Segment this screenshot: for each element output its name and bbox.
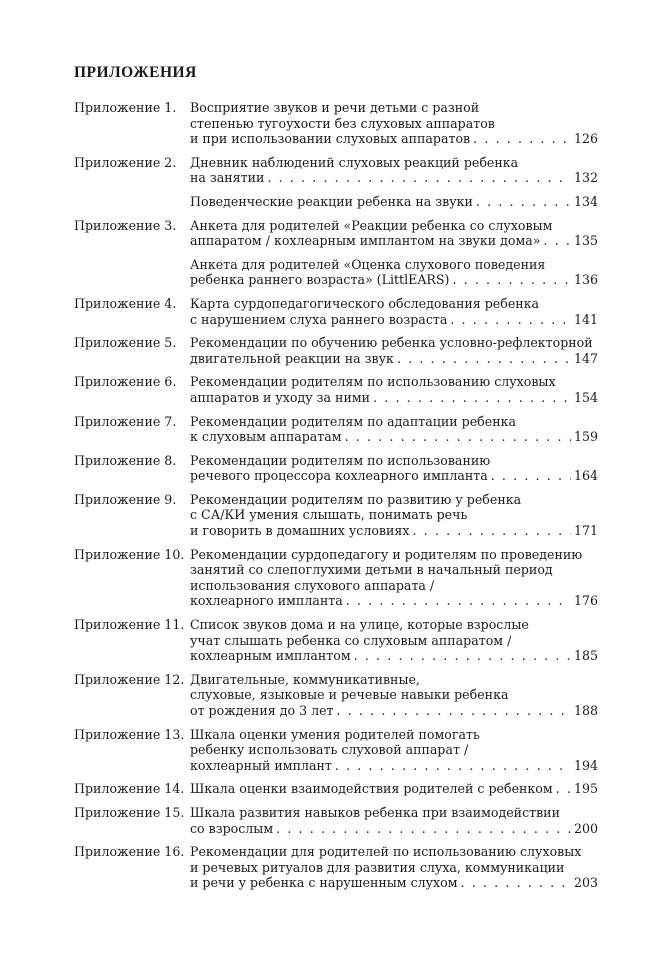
- page-number: 164: [573, 468, 598, 484]
- entry-body: [190, 155, 598, 210]
- dot-leader: [335, 758, 571, 774]
- entry-body: [190, 672, 598, 719]
- toc-entry: [74, 805, 598, 836]
- entry-body: [190, 100, 598, 147]
- entry-title-line: Рекомендации для родителей по использованию слуховых: [190, 844, 582, 860]
- page-number: 203: [573, 875, 598, 891]
- toc-entry: [74, 218, 598, 288]
- entry-title-line: Шкала оценки взаимодействия родителей с ребенком: [190, 781, 553, 797]
- appendix-label: Приложение 3.: [74, 217, 177, 233]
- dot-leader: [544, 233, 571, 249]
- page-number: 126: [573, 131, 598, 147]
- entry-body: [190, 547, 598, 609]
- appendix-label: Приложение 12.: [74, 671, 185, 687]
- entry-item: [190, 100, 598, 147]
- page-number: 171: [573, 523, 598, 539]
- entry-title-line: слуховые, языковые и речевые навыки ребенка: [190, 687, 509, 703]
- entry-title-line: и говорить в домашних условиях: [190, 523, 410, 539]
- entry-title-line: со взрослым: [190, 820, 274, 836]
- table-of-contents: [74, 100, 598, 899]
- page-number: 159: [573, 429, 598, 445]
- entry-title-line: Дневник наблюдений слуховых реакций ребенка: [190, 154, 519, 170]
- dot-leader: [476, 194, 571, 210]
- dot-leader: [473, 131, 571, 147]
- entry-item: [190, 492, 598, 539]
- entry-last-line: [190, 312, 598, 328]
- appendix-label: Приложение 4.: [74, 295, 177, 311]
- entry-title-line: аппаратом / кохлеарным имплантом на звуки дома»: [190, 233, 541, 249]
- entry-last-line: [190, 523, 598, 539]
- appendix-label: Приложение 1.: [74, 100, 177, 115]
- dot-leader: [452, 272, 571, 288]
- entry-item: [190, 727, 598, 774]
- dot-leader: [354, 648, 571, 664]
- entry-title-line: использования слухового аппарата /: [190, 577, 435, 593]
- dot-leader: [373, 390, 571, 406]
- dot-leader: [267, 170, 571, 186]
- entry-item: [190, 453, 598, 484]
- entry-title-line: и речевых ритуалов для развития слуха, коммуникации: [190, 859, 565, 875]
- page-number: 188: [573, 703, 598, 718]
- entry-body: [190, 781, 598, 797]
- entry-title-line: Двигательные, коммуникативные,: [190, 671, 420, 687]
- entry-body: [190, 805, 598, 836]
- toc-entry: [74, 100, 598, 147]
- dot-leader: [556, 781, 571, 797]
- appendix-label: Приложение 11.: [74, 617, 185, 633]
- dot-leader: [491, 468, 571, 484]
- toc-entry: [74, 296, 598, 327]
- appendix-label: Приложение 9.: [74, 491, 177, 507]
- entry-last-line: [190, 429, 598, 445]
- entry-title-line: Шкала развития навыков ребенка при взаимодействии: [190, 804, 560, 820]
- entry-last-line: [190, 194, 598, 210]
- dot-leader: [412, 523, 571, 539]
- appendix-label: Приложение 16.: [74, 844, 185, 860]
- entry-item: [190, 805, 598, 836]
- entry-body: [190, 414, 598, 445]
- toc-entry: [74, 414, 598, 445]
- entry-last-line: [190, 593, 598, 609]
- entry-title-line: к слуховым аппаратам: [190, 429, 342, 445]
- entry-body: [190, 844, 598, 891]
- page-number: 132: [573, 170, 598, 186]
- entry-title-line: Список звуков дома и на улице, которые взрослые: [190, 617, 529, 633]
- entry-item: [190, 547, 598, 609]
- dot-leader: [397, 351, 571, 367]
- page-number: 195: [573, 781, 598, 797]
- appendix-label: Приложение 8.: [74, 452, 177, 468]
- entry-title-line: от рождения до 3 лет: [190, 703, 334, 718]
- entry-title-line: Анкета для родителей «Реакции ребенка со слуховым: [190, 217, 553, 233]
- entry-body: [190, 727, 598, 774]
- entry-last-line: [190, 272, 598, 288]
- page-number: 136: [573, 272, 598, 288]
- page-number: 176: [573, 593, 598, 609]
- entry-last-line: [190, 821, 598, 837]
- page-number: 194: [573, 757, 598, 773]
- entry-title-line: Рекомендации сурдопедагогу и родителям по проведению: [190, 546, 583, 562]
- entry-title-line: на занятии: [190, 170, 265, 186]
- dot-leader: [450, 312, 571, 328]
- entry-item: [190, 617, 598, 664]
- entry-body: [190, 617, 598, 664]
- entry-title-line: с нарушением слуха раннего возраста: [190, 311, 448, 327]
- dot-leader: [461, 875, 571, 891]
- appendix-label: Приложение 15.: [74, 804, 185, 820]
- entry-title-line: с СА/КИ умения слышать, понимать речь: [190, 507, 468, 523]
- entry-item: [190, 218, 598, 249]
- entry-last-line: [190, 233, 598, 249]
- toc-entry: [74, 453, 598, 484]
- entry-last-line: [190, 351, 598, 367]
- appendix-label: Приложение 6.: [74, 374, 177, 390]
- entry-last-line: [190, 468, 598, 484]
- entry-title-line: степенью тугоухости без слуховых аппаратов: [190, 115, 495, 131]
- entry-title-line: занятий со слепоглухими детьми в начальный период: [190, 562, 553, 578]
- entry-item: [190, 335, 598, 366]
- entry-last-line: [190, 781, 598, 797]
- entry-title-line: учат слышать ребенка со слуховым аппаратом /: [190, 632, 512, 648]
- entry-title-line: кохлеарным имплантом: [190, 648, 351, 664]
- entry-body: [190, 492, 598, 539]
- page-number: 141: [573, 311, 598, 327]
- entry-title-line: Рекомендации родителям по использованию слуховых: [190, 374, 556, 390]
- dot-leader: [337, 703, 571, 719]
- entry-last-line: [190, 875, 598, 891]
- entry-body: [190, 453, 598, 484]
- dot-leader: [345, 429, 571, 445]
- appendix-label: Приложение 13.: [74, 726, 185, 742]
- toc-entry: [74, 844, 598, 891]
- appendix-label: Приложение 2.: [74, 154, 177, 170]
- dot-leader: [346, 593, 571, 609]
- page-number: 147: [573, 350, 598, 366]
- toc-entry: [74, 781, 598, 797]
- entry-body: [190, 374, 598, 405]
- page-number: 154: [573, 389, 598, 405]
- entry-body: [190, 296, 598, 327]
- toc-entry: [74, 155, 598, 210]
- entry-item: [190, 257, 598, 288]
- entry-last-line: [190, 648, 598, 664]
- toc-entry: [74, 727, 598, 774]
- entry-item: [190, 155, 598, 186]
- toc-entry: [74, 672, 598, 719]
- appendix-label: Приложение 7.: [74, 413, 177, 429]
- entry-last-line: [190, 390, 598, 406]
- entry-item: [190, 781, 598, 797]
- entry-body: [190, 218, 598, 288]
- entry-item: [190, 374, 598, 405]
- entry-last-line: [190, 758, 598, 774]
- page-number: 200: [573, 820, 598, 836]
- page-number: 185: [573, 648, 598, 664]
- entry-title-line: аппаратов и уходу за ними: [190, 389, 371, 405]
- entry-title-line: Поведенческие реакции ребенка на звуки: [190, 193, 473, 209]
- entry-title-line: и речи у ребенка с нарушенным слухом: [190, 875, 458, 891]
- section-heading: ПРИЛОЖЕНИЯ: [74, 64, 197, 81]
- entry-body: [190, 335, 598, 366]
- entry-item: [190, 194, 598, 210]
- dot-leader: [276, 821, 571, 837]
- entry-title-line: кохлеарного импланта: [190, 593, 343, 609]
- toc-entry: [74, 374, 598, 405]
- appendix-label: Приложение 14.: [74, 781, 185, 797]
- entry-title-line: Рекомендации родителям по развитию у ребенка: [190, 491, 522, 507]
- page-number: 134: [573, 193, 598, 209]
- entry-item: [190, 844, 598, 891]
- entry-item: [190, 672, 598, 719]
- toc-entry: [74, 547, 598, 609]
- toc-entry: [74, 617, 598, 664]
- entry-title-line: речевого процессора кохлеарного импланта: [190, 468, 488, 484]
- appendix-label: Приложение 5.: [74, 335, 177, 351]
- entry-title-line: Шкала оценки умения родителей помогать: [190, 726, 480, 742]
- toc-entry: [74, 335, 598, 366]
- entry-title-line: ребенку использовать слуховой аппарат /: [190, 742, 469, 758]
- entry-last-line: [190, 131, 598, 147]
- entry-last-line: [190, 703, 598, 719]
- entry-title-line: Рекомендации родителям по адаптации ребенка: [190, 413, 516, 429]
- entry-title-line: Анкета для родителей «Оценка слухового поведения: [190, 256, 546, 272]
- entry-title-line: Восприятие звуков и речи детьми с разной: [190, 100, 480, 115]
- entry-title-line: кохлеарный имплант: [190, 757, 332, 773]
- entry-title-line: Карта сурдопедагогического обследования ребенка: [190, 295, 540, 311]
- toc-entry: [74, 492, 598, 539]
- entry-last-line: [190, 170, 598, 186]
- entry-title-line: и при использовании слуховых аппаратов: [190, 131, 471, 147]
- entry-title-line: Рекомендации родителям по использованию: [190, 452, 491, 468]
- entry-item: [190, 414, 598, 445]
- appendix-label: Приложение 10.: [74, 546, 185, 562]
- entry-title-line: двигательной реакции на звук: [190, 350, 394, 366]
- page-number: 135: [573, 233, 598, 249]
- entry-item: [190, 296, 598, 327]
- entry-title-line: ребенка раннего возраста» (LittlEARS): [190, 272, 450, 288]
- entry-title-line: Рекомендации по обучению ребенка условно-рефлекторной: [190, 335, 593, 351]
